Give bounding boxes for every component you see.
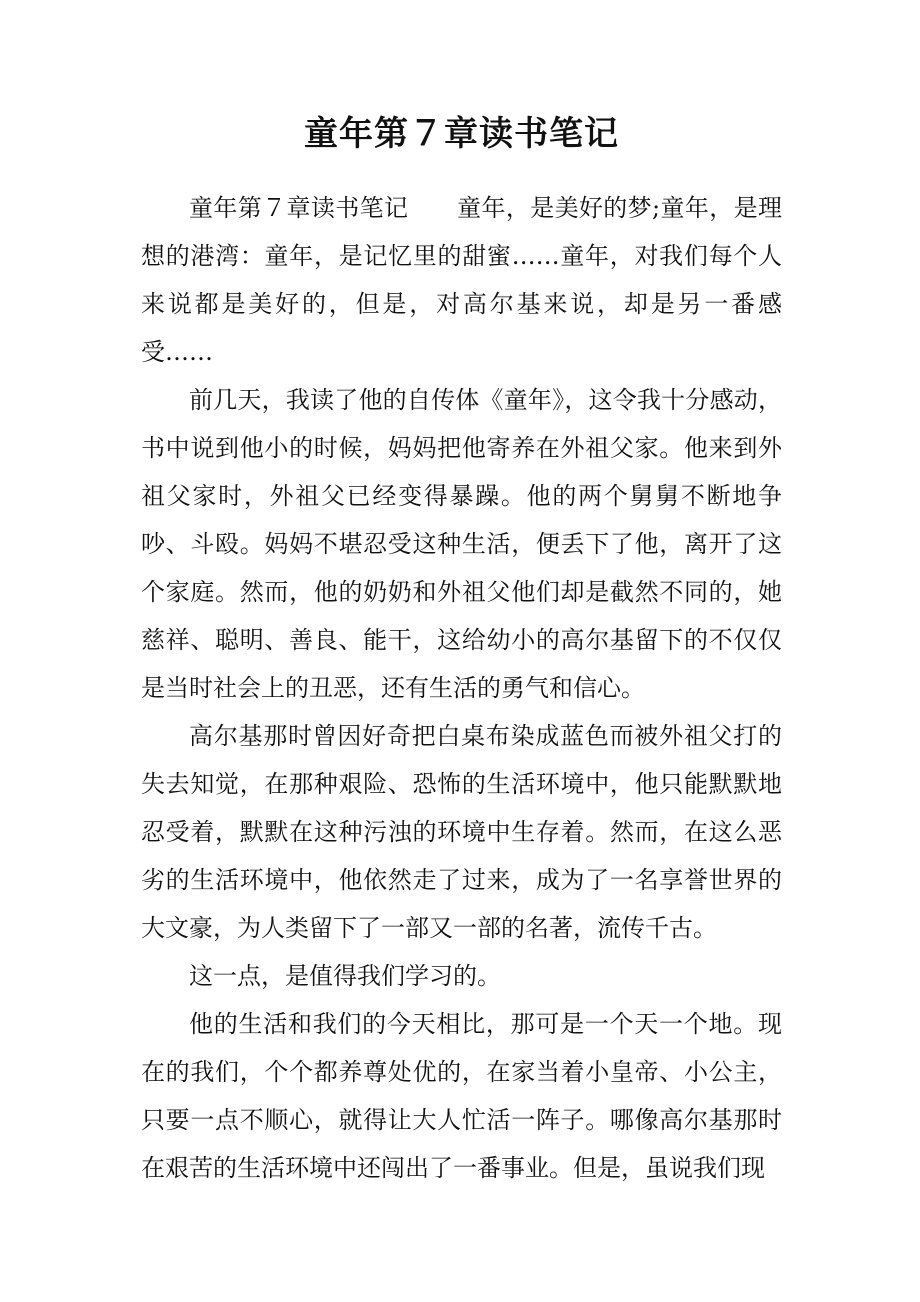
paragraph-lesson: 这一点，是值得我们学习的。 <box>189 962 501 990</box>
paragraph-hardship: 高尔基那时曾因好奇把白桌布染成蓝色而被外祖父打的失去知觉，在那种艰险、恐怖的生活环境中，他只能默默地忍受着，默默在这种污浊的环境中生存着。然而，在这么恶劣的生活环境中，他依然走了过来，成为了一名享誉世界的大文豪，为人类留下了一部又一部的名著，流传千古。 <box>141 722 782 942</box>
document-title: 童年第７章读书笔记 <box>304 114 619 154</box>
paragraph-story: 前几天，我读了他的自传体《童年》，这令我十分感动，书中说到他小的时候，妈妈把他寄养在外祖父家。他来到外祖父家时，外祖父已经变得暴躁。他的两个舅舅不断地争吵、斗殴。妈妈不堪忍受这种生活，便丢下了他，离开了这个家庭。然而，他的奶奶和外祖父他们却是截然不同的，她慈祥、聪明、善良、能干，这给幼小的高尔基留下的不仅仅是当时社会上的丑恶，还有生活的勇气和信心。 <box>141 386 782 702</box>
paragraph-comparison: 他的生活和我们的今天相比，那可是一个天一个地。现在的我们，个个都养尊处优的，在家当着小皇帝、小公主，只要一点不顺心，就得让大人忙活一阵子。哪像高尔基那时在艰苦的生活环境中还闯出了一番事业。但是，虽说我们现 <box>141 1010 782 1182</box>
paragraph-intro: 童年第７章读书笔记 童年，是美好的梦;童年，是理想的港湾：童年，是记忆里的甜蜜……童年，对我们每个人来说都是美好的，但是，对高尔基来说，却是另一番感受…… <box>141 194 782 366</box>
